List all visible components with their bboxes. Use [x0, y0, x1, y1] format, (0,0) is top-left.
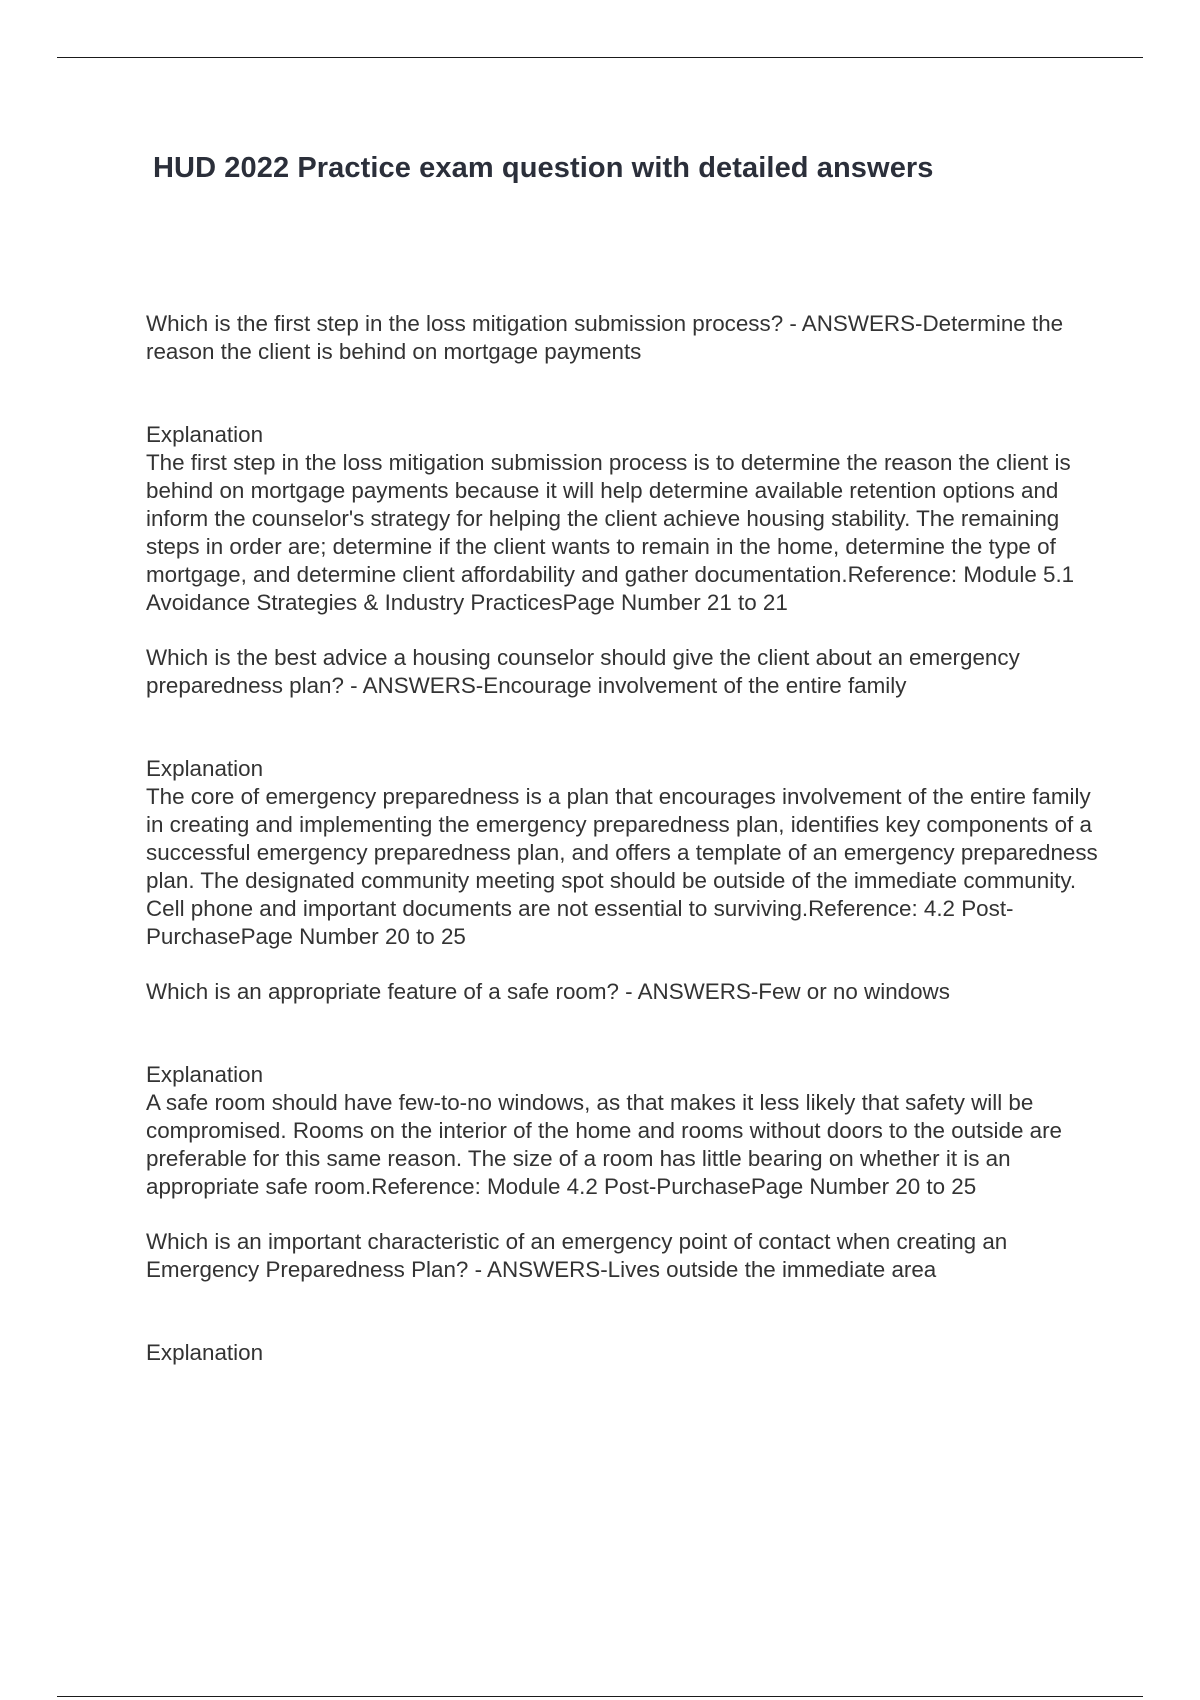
- question-text: Which is the best advice a housing counselor should give the client about an emergency preparedness plan? - ANSWERS-Encourage involvement of the entire family: [146, 645, 1020, 698]
- qa-item: [146, 978, 1106, 1201]
- question-text: Which is an important characteristic of an emergency point of contact when creating an Emergency Preparedness Plan? - ANSWERS-Lives outside the immediate area: [146, 1229, 1008, 1282]
- top-rule: [57, 57, 1143, 58]
- explanation-label: Explanation: [146, 1062, 264, 1087]
- qa-item: [146, 310, 1106, 617]
- qa-content: [146, 310, 1106, 1367]
- explanation-text: A safe room should have few-to-no windows, as that makes it less likely that safety will be compromised. Rooms on the interior of the home and rooms without doors to the outside are preferable for this same reason. The size of a room has little bearing on whether it is an appropriate safe room.Reference: Module 4.2 Post-PurchasePage Number 20 to 25: [146, 1090, 1063, 1199]
- question-text: Which is an appropriate feature of a safe room? - ANSWERS-Few or no windows: [146, 979, 950, 1004]
- qa-item: [146, 644, 1106, 951]
- explanation-label: Explanation: [146, 756, 264, 781]
- qa-item: [146, 1228, 1106, 1367]
- bottom-rule: [57, 1696, 1143, 1697]
- explanation-text: The core of emergency preparedness is a plan that encourages involvement of the entire family in creating and implementing the emergency preparedness plan, identifies key components of a successful emergency preparedness plan, and offers a template of an emergency preparedness plan. The designated community meeting spot should be outside of the immediate community. Cell phone and important documents are not essential to surviving.Reference: 4.2 Post-PurchasePage Number 20 to 25: [146, 784, 1098, 949]
- explanation-label: Explanation: [146, 422, 264, 447]
- document-title: HUD 2022 Practice exam question with detailed answers: [153, 152, 934, 184]
- explanation-text: The first step in the loss mitigation submission process is to determine the reason the client is behind on mortgage payments because it will help determine available retention options and inform the counselor's strategy for helping the client achieve housing stability. The remaining steps in order are; determine if the client wants to remain in the home, determine the type of mortgage, and determine client affordability and gather documentation.Reference: Module 5.1 Avoidance Strategies & Industry PracticesPage Number 21 to 21: [146, 450, 1075, 615]
- explanation-label: Explanation: [146, 1340, 264, 1365]
- question-text: Which is the first step in the loss mitigation submission process? - ANSWERS-Determine the reason the client is behind on mortgage payments: [146, 311, 1064, 364]
